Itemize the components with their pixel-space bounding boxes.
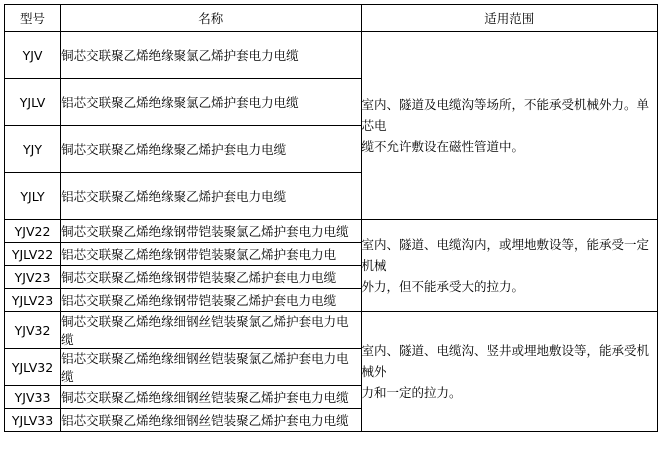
cell-name: 铜芯交联聚乙烯绝缘钢带铠装聚乙烯护套电力电缆 — [61, 266, 361, 289]
cell-name: 铜芯交联聚乙烯绝缘细钢丝铠装聚氯乙烯护套电力电缆 — [61, 312, 361, 349]
cell-name: 铝芯交联聚乙烯绝缘细钢丝铠装聚乙烯护套电力电缆 — [61, 409, 361, 432]
scope-line: 室内、隧道、电缆沟内，或埋地敷设等，能承受一定机械 — [361, 236, 650, 273]
scope-line: 室内、隧道及电缆沟等场所，不能承受机械外力。单芯电 — [361, 96, 650, 133]
cell-scope — [361, 32, 657, 220]
cable-specification-table — [4, 4, 658, 432]
cell-name: 铜芯交联聚乙烯绝缘细钢丝铠装聚乙烯护套电力电缆 — [61, 386, 361, 409]
cell-model: YJLV23 — [5, 289, 61, 312]
cell-model: YJY — [5, 126, 61, 173]
cell-model: YJLV22 — [5, 243, 61, 266]
scope-line: 力和一定的拉力。 — [361, 385, 462, 401]
table-body — [5, 32, 658, 432]
cell-name: 铝芯交联聚乙烯绝缘钢带铠装聚氯乙烯护套电力电 — [61, 243, 361, 266]
column-header-name: 名称 — [61, 5, 361, 32]
cell-model: YJLV33 — [5, 409, 61, 432]
cell-name: 铜芯交联聚乙烯绝缘聚乙烯护套电力电缆 — [61, 126, 361, 173]
cell-model: YJLV32 — [5, 349, 61, 386]
cell-model: YJLV — [5, 79, 61, 126]
scope-line: 缆不允许敷设在磁性管道中。 — [361, 139, 525, 155]
table-row — [5, 220, 658, 243]
cell-model: YJV32 — [5, 312, 61, 349]
cell-model: YJV — [5, 32, 61, 79]
cell-scope — [361, 220, 657, 312]
cell-name: 铜芯交联聚乙烯绝缘钢带铠装聚氯乙烯护套电力电缆 — [61, 220, 361, 243]
cell-model: YJV33 — [5, 386, 61, 409]
cell-name: 铝芯交联聚乙烯绝缘细钢丝铠装聚氯乙烯护套电力电缆 — [61, 349, 361, 386]
cell-name: 铝芯交联聚乙烯绝缘聚氯乙烯护套电力电缆 — [61, 79, 361, 126]
cell-model: YJV23 — [5, 266, 61, 289]
cell-model: YJV22 — [5, 220, 61, 243]
table-header — [5, 5, 658, 32]
cell-model: YJLY — [5, 173, 61, 220]
column-header-model: 型号 — [5, 5, 61, 32]
scope-line: 室内、隧道、电缆沟、竖井或埋地敷设等，能承受机械外 — [361, 342, 650, 379]
cell-name: 铝芯交联聚乙烯绝缘聚乙烯护套电力电缆 — [61, 173, 361, 220]
column-header-scope: 适用范围 — [361, 5, 657, 32]
cell-name: 铜芯交联聚乙烯绝缘聚氯乙烯护套电力电缆 — [61, 32, 361, 79]
cell-scope — [361, 312, 657, 432]
table-row — [5, 312, 658, 349]
scope-line: 外力，但不能承受大的拉力。 — [361, 279, 525, 295]
table-row — [5, 32, 658, 79]
table-header-row — [5, 5, 658, 32]
cell-name: 铝芯交联聚乙烯绝缘钢带铠装聚乙烯护套电力电缆 — [61, 289, 361, 312]
